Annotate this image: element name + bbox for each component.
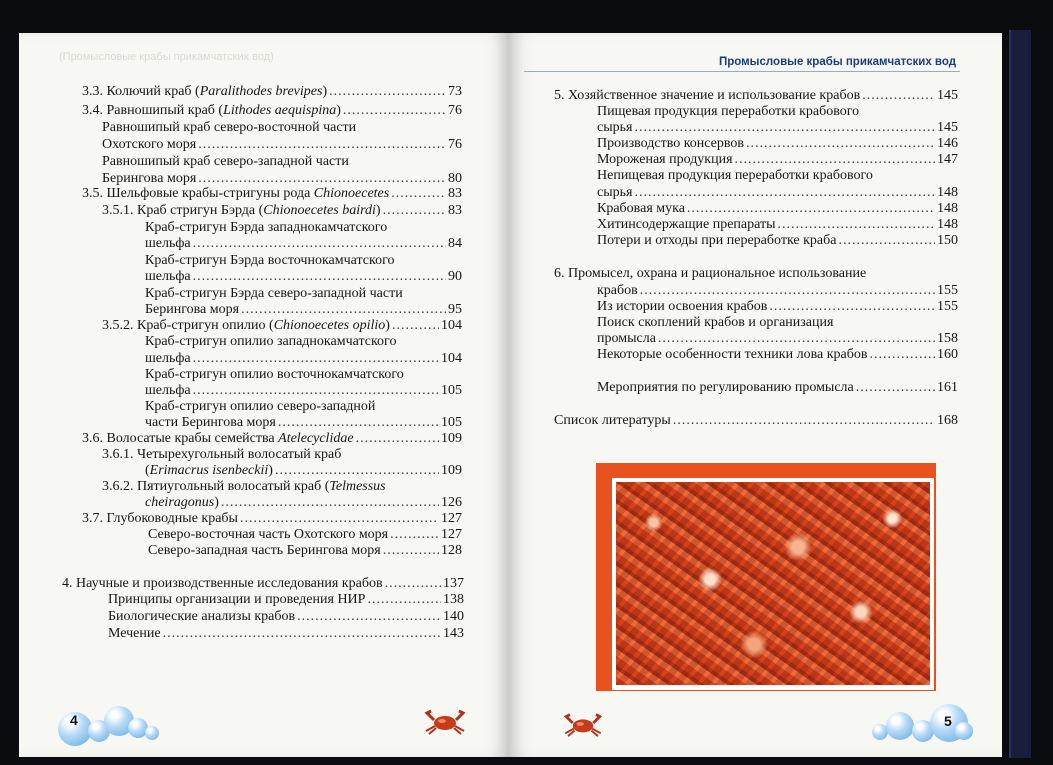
toc-line: Краб-стригун Бэрда западнокамчатского bbox=[145, 220, 388, 235]
toc-entry: 5. Хозяйственное значение и использование крабов ..... 145 bbox=[554, 88, 958, 104]
toc-entry: Крабовая мука ..... 148 bbox=[597, 201, 958, 217]
toc-entry: Потери и отходы при переработке краба ..... 150 bbox=[597, 233, 958, 249]
toc-entry: Хитинсодержащие препараты ..... 148 bbox=[597, 217, 958, 233]
toc-entry: Принципы организации и проведения НИР ..... 138 bbox=[108, 592, 464, 608]
toc-entry: шельфа ..... 84 bbox=[145, 236, 462, 252]
toc-line: Поиск скоплений крабов и организация bbox=[597, 315, 834, 330]
toc-entry: cheiragonus) ..... 126 bbox=[145, 495, 462, 511]
bubble-icon bbox=[145, 726, 159, 740]
toc-line: Непищевая продукция переработки крабового bbox=[597, 168, 873, 183]
toc-line: Равношипый краб северо-западной части bbox=[102, 154, 349, 169]
bleed-through-text: (Промысловые крабы прикамчатских вод) bbox=[59, 51, 274, 63]
toc-line: 3.6.2. Пятиугольный волосатый краб (Telmessus bbox=[102, 479, 386, 494]
toc-entry: шельфа ..... 105 bbox=[145, 383, 462, 399]
bubble-icon bbox=[886, 712, 914, 740]
toc-line: Краб-стригун Бэрда северо-западной части bbox=[145, 286, 403, 301]
toc-line: Краб-стригун опилио западнокамчатского bbox=[145, 334, 397, 349]
toc-entry: 4. Научные и производственные исследования крабов ..... 137 bbox=[62, 576, 464, 592]
toc-line: Пищевая продукция переработки крабового bbox=[597, 104, 860, 119]
toc-entry: 3.4. Равношипый краб (Lithodes aequispina) ..... 76 bbox=[82, 103, 462, 119]
running-head-rule bbox=[524, 71, 960, 72]
toc-entry: промысла ..... 158 bbox=[597, 331, 958, 347]
crab-catch-photo bbox=[616, 482, 930, 685]
toc-entry: Северо-западная часть Берингова моря ..... 128 bbox=[148, 543, 462, 559]
toc-entry: части Беринговa моря ..... 105 bbox=[145, 415, 462, 431]
page-number-left: 4 bbox=[70, 712, 78, 728]
toc-entry: 3.7. Глубоководные крабы ..... 127 bbox=[82, 511, 462, 527]
toc-entry: Производство консервов ..... 146 bbox=[597, 136, 958, 152]
toc-line: 6. Промысел, охрана и рациональное использование bbox=[554, 266, 867, 281]
toc-entry: 3.5. Шельфовые крабы-стригуны рода Chionoecetes ..... 83 bbox=[82, 186, 462, 202]
toc-entry: 3.5.2. Краб-стригун опилио (Chionoecetes opilio) ..... 104 bbox=[102, 318, 462, 334]
toc-entry: Из истории освоения крабов ..... 155 bbox=[597, 299, 958, 315]
bubble-icon bbox=[955, 722, 973, 740]
toc-line: Равношипый краб северо-восточной части bbox=[102, 120, 357, 135]
toc-entry: Некоторые особенности техники лова крабов ..... 160 bbox=[597, 347, 958, 363]
toc-entry: Список литературы ..... 168 bbox=[554, 413, 958, 429]
toc-entry: Охотского моря ..... 76 bbox=[102, 137, 462, 153]
toc-entry: 3.5.1. Краб стригун Бэрда (Chionoecetes bairdi) ..... 83 bbox=[102, 203, 462, 219]
toc-entry: сырья ..... 145 bbox=[597, 120, 958, 136]
toc-entry: сырья ..... 148 bbox=[597, 185, 958, 201]
book-cover-edge bbox=[1009, 30, 1031, 758]
crab-icon bbox=[424, 706, 466, 736]
toc-entry: Северо-восточная часть Охотского моря ..... 127 bbox=[148, 527, 462, 543]
toc-entry: Мечение ..... 143 bbox=[108, 626, 464, 642]
toc-line: Краб-стригун Бэрда восточнокамчатского bbox=[145, 253, 395, 268]
toc-entry: (Erimacrus isenbeckii) ..... 109 bbox=[145, 463, 462, 479]
toc-line: 3.6.1. Четырехугольный волосатый краб bbox=[102, 447, 342, 462]
running-head: Промысловые крабы прикамчатских вод bbox=[719, 56, 956, 68]
toc-entry: шельфа ..... 90 bbox=[145, 269, 462, 285]
toc-entry: Мероприятия по регулированию промысла ..... 161 bbox=[597, 380, 958, 396]
toc-entry: Берингова моря ..... 95 bbox=[145, 302, 462, 318]
toc-entry: Беринговa моря ..... 80 bbox=[102, 171, 462, 187]
page-number-right: 5 bbox=[944, 713, 952, 729]
toc-entry: Мороженая продукция ..... 147 bbox=[597, 152, 958, 168]
toc-line: Краб-стригун опилио восточнокамчатского bbox=[145, 367, 404, 382]
toc-entry: шельфа ..... 104 bbox=[145, 351, 462, 367]
toc-entry: 3.3. Колючий краб (Paralithodes brevipes) ..... 73 bbox=[82, 84, 462, 100]
toc-line: Краб-стригун опилио северо-западной bbox=[145, 399, 376, 414]
toc-entry: 3.6. Волосатые крабы семейства Atelecyclidae ..... 109 bbox=[82, 431, 462, 447]
crab-icon bbox=[563, 710, 603, 738]
toc-entry: Биологические анализы крабов ..... 140 bbox=[108, 609, 464, 625]
toc-entry: крабов ..... 155 bbox=[597, 283, 958, 299]
